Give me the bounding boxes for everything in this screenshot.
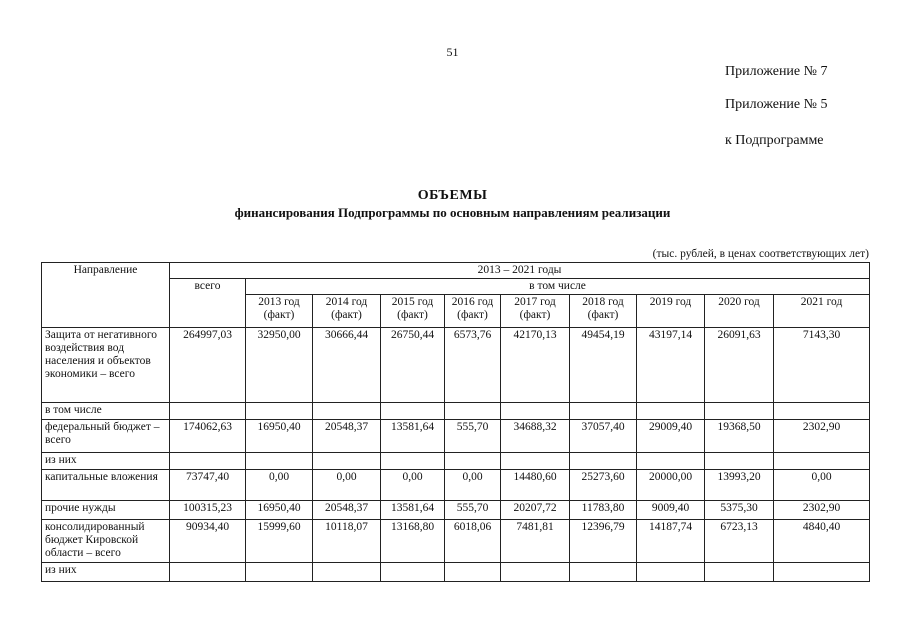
table-cell: 9009,40 — [637, 501, 705, 520]
table-cell: 174062,63 — [170, 420, 246, 453]
appendix-line-3: к Подпрограмме — [725, 133, 824, 148]
table-cell — [570, 403, 637, 420]
document-title: ОБЪЕМЫ — [417, 188, 488, 203]
table-cell: 13581,64 — [381, 501, 445, 520]
table-cell: 19368,50 — [705, 420, 774, 453]
table-cell: 555,70 — [445, 420, 501, 453]
table-cell: 100315,23 — [170, 501, 246, 520]
table-row — [42, 403, 870, 420]
table-cell: 7481,81 — [501, 520, 570, 563]
table-cell: 11783,80 — [570, 501, 637, 520]
header-year: 2013 год (факт) — [246, 295, 313, 328]
table-cell: 30666,44 — [313, 328, 381, 403]
table-cell — [705, 403, 774, 420]
table-cell: 6723,13 — [705, 520, 774, 563]
table-row — [42, 563, 870, 582]
table-cell — [501, 403, 570, 420]
page-number: 51 — [446, 45, 459, 59]
table-cell — [313, 563, 381, 582]
table-cell: 34688,32 — [501, 420, 570, 453]
table-cell — [637, 563, 705, 582]
financing-table — [41, 262, 870, 582]
table-cell — [501, 563, 570, 582]
header-total: всего — [170, 279, 246, 328]
table-cell: 264997,03 — [170, 328, 246, 403]
table-cell: 6573,76 — [445, 328, 501, 403]
table-cell — [170, 403, 246, 420]
table-row — [42, 420, 870, 453]
table-cell — [381, 563, 445, 582]
table-cell: 32950,00 — [246, 328, 313, 403]
row-label: в том числе — [42, 403, 170, 420]
row-label: капитальные вложения — [42, 470, 170, 501]
table-cell: 15999,60 — [246, 520, 313, 563]
table-cell — [445, 453, 501, 470]
table-cell: 16950,40 — [246, 420, 313, 453]
table-cell: 42170,13 — [501, 328, 570, 403]
table-cell: 555,70 — [445, 501, 501, 520]
table-cell — [705, 453, 774, 470]
table-cell: 10118,07 — [313, 520, 381, 563]
table-cell: 13581,64 — [381, 420, 445, 453]
table-cell: 7143,30 — [774, 328, 870, 403]
table-row — [42, 501, 870, 520]
table-cell — [637, 403, 705, 420]
table-cell — [246, 453, 313, 470]
table-cell — [246, 403, 313, 420]
units-note: (тыс. рублей, в ценах соответствующих лет) — [652, 248, 869, 260]
table-cell: 0,00 — [246, 470, 313, 501]
table-cell: 5375,30 — [705, 501, 774, 520]
table-cell: 6018,06 — [445, 520, 501, 563]
table-cell: 0,00 — [313, 470, 381, 501]
table-row — [42, 453, 870, 470]
table-cell — [381, 403, 445, 420]
table-cell: 20207,72 — [501, 501, 570, 520]
table-cell: 16950,40 — [246, 501, 313, 520]
table-cell — [170, 563, 246, 582]
table-cell: 37057,40 — [570, 420, 637, 453]
row-label: прочие нужды — [42, 501, 170, 520]
table-cell: 2302,90 — [774, 501, 870, 520]
header-year: 2014 год (факт) — [313, 295, 381, 328]
table-cell: 43197,14 — [637, 328, 705, 403]
table-cell — [774, 563, 870, 582]
row-label: федеральный бюджет – всего — [42, 420, 170, 453]
table-cell — [774, 453, 870, 470]
table-cell: 49454,19 — [570, 328, 637, 403]
header-including: в том числе — [246, 279, 870, 295]
table-row — [42, 470, 870, 501]
table-cell: 12396,79 — [570, 520, 637, 563]
table-cell: 2302,90 — [774, 420, 870, 453]
table-cell — [246, 563, 313, 582]
header-year: 2018 год (факт) — [570, 295, 637, 328]
table-cell: 20548,37 — [313, 420, 381, 453]
table-cell — [705, 563, 774, 582]
table-cell: 13168,80 — [381, 520, 445, 563]
table-cell — [381, 453, 445, 470]
row-label: Защита от негативного воздействия вод населения и объектов экономики – всего — [42, 328, 170, 403]
table-cell: 14187,74 — [637, 520, 705, 563]
table-cell — [170, 453, 246, 470]
table-cell: 25273,60 — [570, 470, 637, 501]
table-cell: 0,00 — [445, 470, 501, 501]
header-year: 2020 год — [705, 295, 774, 328]
header-direction: Направление — [42, 263, 170, 328]
table-cell — [637, 453, 705, 470]
header-year: 2021 год — [774, 295, 870, 328]
table-cell: 26091,63 — [705, 328, 774, 403]
table-cell — [570, 563, 637, 582]
header-year: 2017 год (факт) — [501, 295, 570, 328]
table-cell: 20548,37 — [313, 501, 381, 520]
table-cell: 29009,40 — [637, 420, 705, 453]
table-cell: 14480,60 — [501, 470, 570, 501]
table-cell — [313, 403, 381, 420]
table-cell: 73747,40 — [170, 470, 246, 501]
table-cell — [313, 453, 381, 470]
table-cell: 4840,40 — [774, 520, 870, 563]
appendix-line-2: Приложение № 5 — [725, 97, 828, 112]
table-row — [42, 328, 870, 403]
table-cell — [501, 453, 570, 470]
header-year: 2015 год (факт) — [381, 295, 445, 328]
document-subtitle: финансирования Подпрограммы по основным направлениям реализации — [234, 205, 671, 220]
table-cell: 26750,44 — [381, 328, 445, 403]
row-label: из них — [42, 453, 170, 470]
table-row — [42, 520, 870, 563]
table-cell: 20000,00 — [637, 470, 705, 501]
appendix-line-1: Приложение № 7 — [725, 64, 828, 79]
table-cell — [570, 453, 637, 470]
header-period: 2013 – 2021 годы — [170, 263, 870, 279]
table-cell — [445, 403, 501, 420]
header-year: 2016 год (факт) — [445, 295, 501, 328]
table-cell — [774, 403, 870, 420]
row-label: из них — [42, 563, 170, 582]
table-cell: 90934,40 — [170, 520, 246, 563]
table-cell: 13993,20 — [705, 470, 774, 501]
row-label: консолидированный бюджет Кировской области – всего — [42, 520, 170, 563]
table-cell: 0,00 — [381, 470, 445, 501]
header-row-1 — [42, 263, 870, 279]
table-cell — [445, 563, 501, 582]
table-cell: 0,00 — [774, 470, 870, 501]
header-year: 2019 год — [637, 295, 705, 328]
